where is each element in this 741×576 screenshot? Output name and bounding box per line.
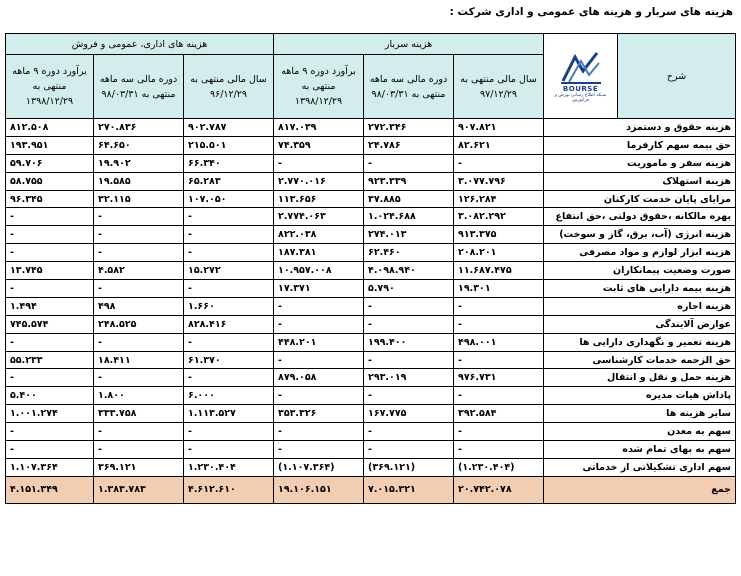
page-title: هزینه های سربار و هزینه های عمومی و اداری شرکت :: [449, 6, 733, 18]
row-value: ۳۷.۸۸۵: [364, 190, 454, 208]
row-label: حق الزحمه خدمات کارشناسی: [544, 351, 736, 369]
row-label: پاداش هیات مدیره: [544, 387, 736, 405]
row-value: -: [454, 423, 544, 441]
row-value: ۳۹۲.۵۸۴: [454, 405, 544, 423]
row-label: بهره مالکانه ،حقوق دولتی ،حق انتفاع: [544, 208, 736, 226]
row-value: ۹۰۲.۷۸۷: [184, 119, 274, 137]
col-9m-header: برآورد دوره ۹ ماهه منتهی به ۱۳۹۸/۱۲/۲۹: [274, 55, 364, 119]
row-value: ۱.۸۰۰: [94, 387, 184, 405]
row-value: -: [184, 208, 274, 226]
table-row: [6, 262, 736, 280]
logo-tagline: شبکه اطلاع رسانی بورس و فرابورس: [554, 93, 607, 103]
row-value: (۱.۱۰۷.۳۶۴): [274, 458, 364, 476]
row-value: ۱.۰۲۴.۶۸۸: [364, 208, 454, 226]
row-value: ۱.۰۰۱.۲۷۴: [6, 405, 94, 423]
row-value: ۵۹.۷۰۶: [6, 154, 94, 172]
row-value: ۲۴.۷۸۶: [364, 136, 454, 154]
row-value: -: [184, 369, 274, 387]
row-value: -: [364, 154, 454, 172]
row-value: -: [184, 441, 274, 459]
row-value: ۲۱۵.۵۰۱: [184, 136, 274, 154]
row-value: -: [454, 351, 544, 369]
row-value: ۱.۱۱۳.۵۲۷: [184, 405, 274, 423]
row-value: ۳.۰۷۷.۷۹۶: [454, 172, 544, 190]
row-value: ۱۰۷.۰۵۰: [184, 190, 274, 208]
expense-table: [5, 33, 736, 504]
col-9m-admin-header: برآورد دوره ۹ ماهه منتهی به ۱۳۹۸/۱۲/۲۹: [6, 55, 94, 119]
row-value: ۹۲۳.۳۳۹: [364, 172, 454, 190]
row-value: -: [94, 369, 184, 387]
row-label: هزینه ابزار لوازم و مواد مصرفی: [544, 244, 736, 262]
row-value: ۵.۷۹۰: [364, 280, 454, 298]
row-value: ۱۱۳.۶۵۶: [274, 190, 364, 208]
col-year-header: سال مالی منتهی به ۹۷/۱۲/۲۹: [454, 55, 544, 119]
row-value: ۴.۰۹۸.۹۴۰: [364, 262, 454, 280]
row-value: -: [184, 244, 274, 262]
logo-text: BOURSE: [562, 85, 599, 93]
bourse-logo: [549, 49, 613, 103]
row-value: -: [274, 297, 364, 315]
row-value: ۱.۱۰۷.۳۶۴: [6, 458, 94, 476]
row-value: ۱۹۳.۹۵۱: [6, 136, 94, 154]
row-label: هزینه انرژی (آب، برق، گاز و سوخت): [544, 226, 736, 244]
col-3m-admin-header: دوره مالی سه ماهه منتهی به ۹۸/۰۳/۳۱: [94, 55, 184, 119]
total-value: ۷.۰۱۵.۳۲۱: [364, 476, 454, 503]
row-value: ۸۷۹.۰۵۸: [274, 369, 364, 387]
row-value: ۲۴۸.۵۲۵: [94, 315, 184, 333]
row-value: ۸۱۲.۵۰۸: [6, 119, 94, 137]
row-value: ۳۵۳.۳۲۶: [274, 405, 364, 423]
table-row: [6, 423, 736, 441]
table-row: [6, 280, 736, 298]
row-value: ۵.۴۰۰: [6, 387, 94, 405]
row-value: (۳۶۹.۱۲۱): [364, 458, 454, 476]
row-value: ۱۳.۷۴۵: [6, 262, 94, 280]
row-value: ۹۰۷.۸۲۱: [454, 119, 544, 137]
row-value: ۵۵.۲۳۳: [6, 351, 94, 369]
row-value: ۳۲.۱۱۵: [94, 190, 184, 208]
row-value: (۱.۲۳۰.۴۰۴): [454, 458, 544, 476]
row-value: -: [274, 315, 364, 333]
sharh-header: شرح: [618, 34, 736, 119]
overhead-group-header: هزینه سربار: [274, 34, 544, 55]
table-row: [6, 172, 736, 190]
row-value: -: [6, 423, 94, 441]
row-value: ۹۷۶.۷۳۱: [454, 369, 544, 387]
row-value: ۹۱۳.۳۷۵: [454, 226, 544, 244]
row-value: -: [184, 423, 274, 441]
row-value: -: [454, 387, 544, 405]
row-label: هزینه بیمه دارایی های ثابت: [544, 280, 736, 298]
row-value: -: [274, 423, 364, 441]
row-value: ۸۲۸.۴۱۶: [184, 315, 274, 333]
row-value: -: [6, 280, 94, 298]
total-label: جمع: [544, 476, 736, 503]
row-value: ۶.۰۰۰: [184, 387, 274, 405]
row-value: ۱۹.۹۰۲: [94, 154, 184, 172]
row-value: ۴۴۸.۲۰۱: [274, 333, 364, 351]
row-value: ۶۴.۶۵۰: [94, 136, 184, 154]
row-value: -: [6, 333, 94, 351]
row-label: هزینه تعمیر و نگهداری دارایی ها: [544, 333, 736, 351]
admin-group-header: هزینه های اداری، عمومی و فروش: [6, 34, 274, 55]
row-value: ۸۱۷.۰۳۹: [274, 119, 364, 137]
row-value: ۱۱.۶۸۷.۴۷۵: [454, 262, 544, 280]
table-row: [6, 405, 736, 423]
table-row: [6, 387, 736, 405]
row-label: هزینه حقوق و دستمزد: [544, 119, 736, 137]
row-value: ۱۰.۹۵۷.۰۰۸: [274, 262, 364, 280]
col-year-admin-header: سال مالی منتهی به ۹۶/۱۲/۲۹: [184, 55, 274, 119]
row-value: ۱۸۷.۳۸۱: [274, 244, 364, 262]
row-value: -: [6, 208, 94, 226]
row-value: ۶۱.۳۷۰: [184, 351, 274, 369]
row-value: -: [274, 441, 364, 459]
row-value: ۷۴۵.۵۷۴: [6, 315, 94, 333]
row-value: -: [184, 226, 274, 244]
row-value: -: [6, 441, 94, 459]
row-label: عوارض آلایندگی: [544, 315, 736, 333]
row-value: ۱۸.۴۱۱: [94, 351, 184, 369]
row-label: سهم به بهای تمام شده: [544, 441, 736, 459]
row-value: -: [364, 315, 454, 333]
row-value: -: [274, 351, 364, 369]
table-row: [6, 458, 736, 476]
row-value: ۲.۷۷۴.۰۶۳: [274, 208, 364, 226]
logo-cell: [544, 34, 618, 119]
row-value: ۱۲۶.۲۸۴: [454, 190, 544, 208]
row-label: مزایای پایان خدمت کارکنان: [544, 190, 736, 208]
table-row: [6, 119, 736, 137]
row-value: ۵۸.۷۵۵: [6, 172, 94, 190]
row-value: -: [364, 297, 454, 315]
total-value: ۴.۶۱۲.۶۱۰: [184, 476, 274, 503]
row-value: -: [94, 208, 184, 226]
row-value: ۱۵.۲۷۲: [184, 262, 274, 280]
row-value: ۲۷۴.۰۱۳: [364, 226, 454, 244]
row-value: ۸۲۲.۰۳۸: [274, 226, 364, 244]
row-value: ۶۵.۲۸۳: [184, 172, 274, 190]
row-value: -: [6, 369, 94, 387]
row-value: ۲۰۸.۲۰۱: [454, 244, 544, 262]
row-label: سهم اداری تشکیلاتی از خدماتی: [544, 458, 736, 476]
row-value: ۱۹.۳۰۱: [454, 280, 544, 298]
row-value: -: [274, 154, 364, 172]
row-label: سایر هزینه ها: [544, 405, 736, 423]
row-value: ۳۶۹.۱۲۱: [94, 458, 184, 476]
row-value: ۷۴.۳۵۹: [274, 136, 364, 154]
table-row: [6, 226, 736, 244]
total-value: ۲۰.۷۴۲.۰۷۸: [454, 476, 544, 503]
col-3m-header: دوره مالی سه ماهه منتهی به ۹۸/۰۳/۳۱: [364, 55, 454, 119]
row-value: ۱۹۹.۴۰۰: [364, 333, 454, 351]
row-value: -: [184, 280, 274, 298]
row-value: ۲۹۳.۰۱۹: [364, 369, 454, 387]
row-value: ۱.۶۶۰: [184, 297, 274, 315]
row-value: -: [184, 333, 274, 351]
table-row: [6, 333, 736, 351]
row-value: ۱۷.۳۷۱: [274, 280, 364, 298]
row-label: هزینه سفر و ماموریت: [544, 154, 736, 172]
row-value: ۳.۰۸۲.۲۹۲: [454, 208, 544, 226]
row-value: ۹۶.۳۴۵: [6, 190, 94, 208]
row-value: ۱.۲۳۰.۴۰۴: [184, 458, 274, 476]
table-row: [6, 441, 736, 459]
table-row: [6, 208, 736, 226]
row-value: ۴.۵۸۲: [94, 262, 184, 280]
row-value: -: [454, 154, 544, 172]
row-value: ۲۷۰.۸۳۶: [94, 119, 184, 137]
row-value: ۳۳۳.۷۵۸: [94, 405, 184, 423]
row-value: -: [94, 333, 184, 351]
table-body: [6, 119, 736, 504]
row-value: ۲۷۲.۳۴۶: [364, 119, 454, 137]
row-value: ۲.۷۷۰.۰۱۶: [274, 172, 364, 190]
total-row: [6, 476, 736, 503]
row-value: ۱۶۷.۷۷۵: [364, 405, 454, 423]
row-value: -: [274, 387, 364, 405]
row-value: ۴۹۸: [94, 297, 184, 315]
row-value: ۴۹۸.۰۰۱: [454, 333, 544, 351]
row-value: ۶۲.۴۶۰: [364, 244, 454, 262]
row-label: هزینه استهلاک: [544, 172, 736, 190]
table-row: [6, 190, 736, 208]
table-row: [6, 369, 736, 387]
row-value: ۱.۴۹۴: [6, 297, 94, 315]
row-value: -: [94, 280, 184, 298]
row-value: -: [364, 351, 454, 369]
row-value: -: [364, 441, 454, 459]
row-value: -: [94, 441, 184, 459]
row-value: -: [94, 226, 184, 244]
row-value: -: [94, 244, 184, 262]
row-value: ۱۹.۵۸۵: [94, 172, 184, 190]
row-value: -: [6, 244, 94, 262]
table-row: [6, 351, 736, 369]
row-label: صورت وضعیت پیمانکاران: [544, 262, 736, 280]
table-row: [6, 315, 736, 333]
row-value: -: [6, 226, 94, 244]
total-value: ۴.۱۵۱.۳۴۹: [6, 476, 94, 503]
row-value: -: [94, 423, 184, 441]
total-value: ۱۹.۱۰۶.۱۵۱: [274, 476, 364, 503]
row-label: سهم به معدن: [544, 423, 736, 441]
row-label: هزینه اجاره: [544, 297, 736, 315]
row-value: -: [454, 297, 544, 315]
total-value: ۱.۳۸۳.۷۸۳: [94, 476, 184, 503]
row-label: حق بیمه سهم کارفرما: [544, 136, 736, 154]
row-value: -: [364, 423, 454, 441]
row-value: -: [364, 387, 454, 405]
table-row: [6, 244, 736, 262]
row-value: -: [454, 315, 544, 333]
row-value: -: [454, 441, 544, 459]
row-value: ۸۲.۶۲۱: [454, 136, 544, 154]
row-value: ۶۶.۳۴۰: [184, 154, 274, 172]
table-row: [6, 297, 736, 315]
logo-mark-icon: [559, 49, 603, 85]
table-row: [6, 136, 736, 154]
table-row: [6, 154, 736, 172]
row-label: هزینه حمل و نقل و انتقال: [544, 369, 736, 387]
